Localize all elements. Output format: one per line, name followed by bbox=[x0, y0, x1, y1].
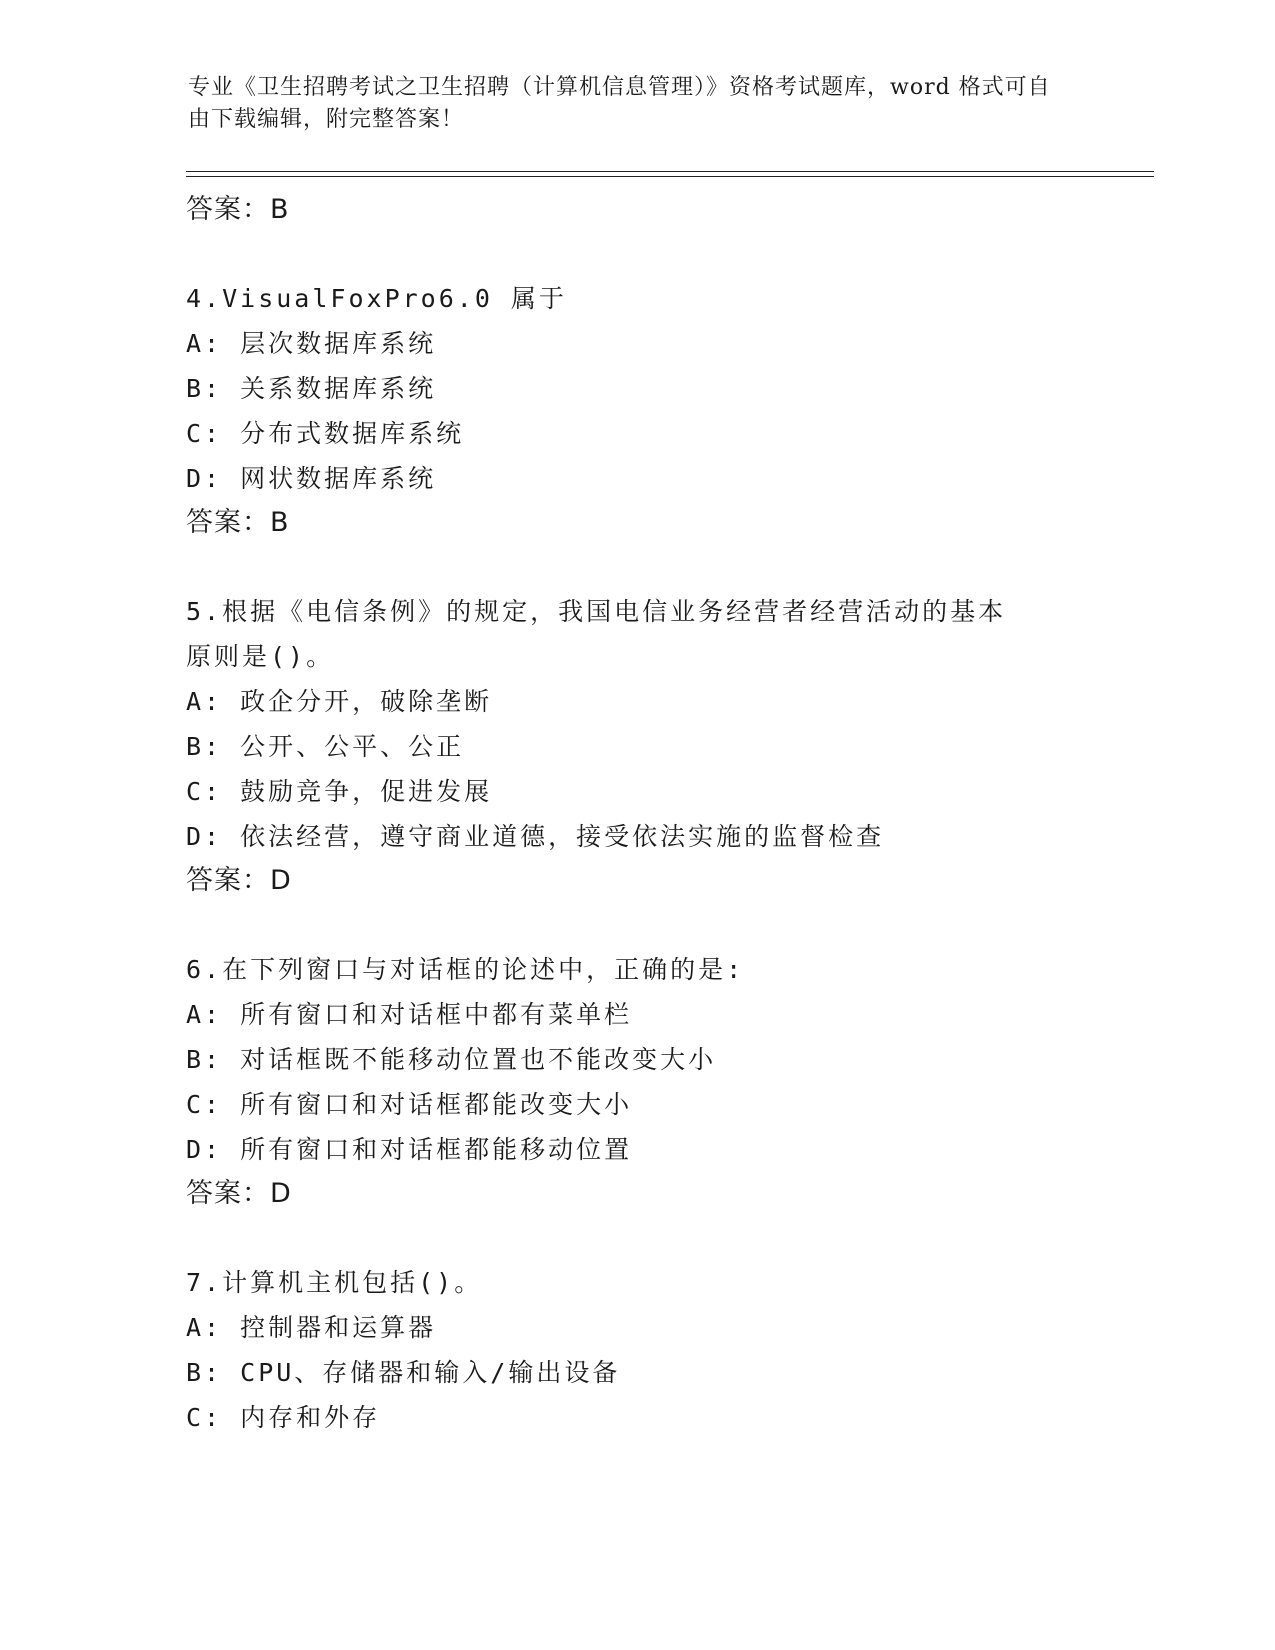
option-c: C: 鼓励竞争，促进发展 bbox=[186, 777, 493, 806]
question-item bbox=[186, 1260, 1154, 1440]
question-item bbox=[186, 276, 1154, 545]
option-d: D: 依法经营，遵守商业道德，接受依法实施的监督检查 bbox=[186, 822, 885, 851]
option-a: A: 政企分开，破除垄断 bbox=[186, 687, 493, 716]
answer-label: 答案：D bbox=[186, 865, 292, 896]
answer-label: 答案：D bbox=[186, 1178, 292, 1209]
option-c: C: 分布式数据库系统 bbox=[186, 419, 465, 448]
question-text: 7.计算机主机包括()。 bbox=[186, 1268, 483, 1297]
document-header: 专业《卫生招聘考试之卫生招聘（计算机信息管理）》资格考试题库，word 格式可自由下载编辑，附完整答案！ bbox=[188, 75, 1051, 132]
option-b: B: CPU、存储器和输入/输出设备 bbox=[186, 1358, 621, 1387]
question-list bbox=[186, 188, 1154, 1440]
header-rule-top bbox=[186, 171, 1154, 172]
question-item bbox=[186, 589, 1154, 903]
option-c: C: 所有窗口和对话框都能改变大小 bbox=[186, 1090, 633, 1119]
option-a: A: 控制器和运算器 bbox=[186, 1313, 437, 1342]
option-a: A: 所有窗口和对话框中都有菜单栏 bbox=[186, 1000, 633, 1029]
option-d: D: 所有窗口和对话框都能移动位置 bbox=[186, 1135, 633, 1164]
option-b: B: 对话框既不能移动位置也不能改变大小 bbox=[186, 1045, 717, 1074]
option-a: A: 层次数据库系统 bbox=[186, 329, 437, 358]
option-b: B: 关系数据库系统 bbox=[186, 374, 437, 403]
question-text: 4.VisualFoxPro6.0 属于 bbox=[186, 284, 567, 313]
option-d: D: 网状数据库系统 bbox=[186, 464, 437, 493]
question-item bbox=[186, 947, 1154, 1216]
answer-label: 答案：B bbox=[186, 507, 290, 538]
option-c: C: 内存和外存 bbox=[186, 1403, 381, 1432]
header-rule-bottom bbox=[186, 176, 1154, 177]
option-b: B: 公开、公平、公正 bbox=[186, 732, 465, 761]
answer-label: 答案：B bbox=[186, 194, 290, 225]
question-text: 5.根据《电信条例》的规定，我国电信业务经营者经营活动的基本原则是()。 bbox=[186, 597, 1007, 671]
question-text: 6.在下列窗口与对话框的论述中，正确的是: bbox=[186, 955, 745, 984]
